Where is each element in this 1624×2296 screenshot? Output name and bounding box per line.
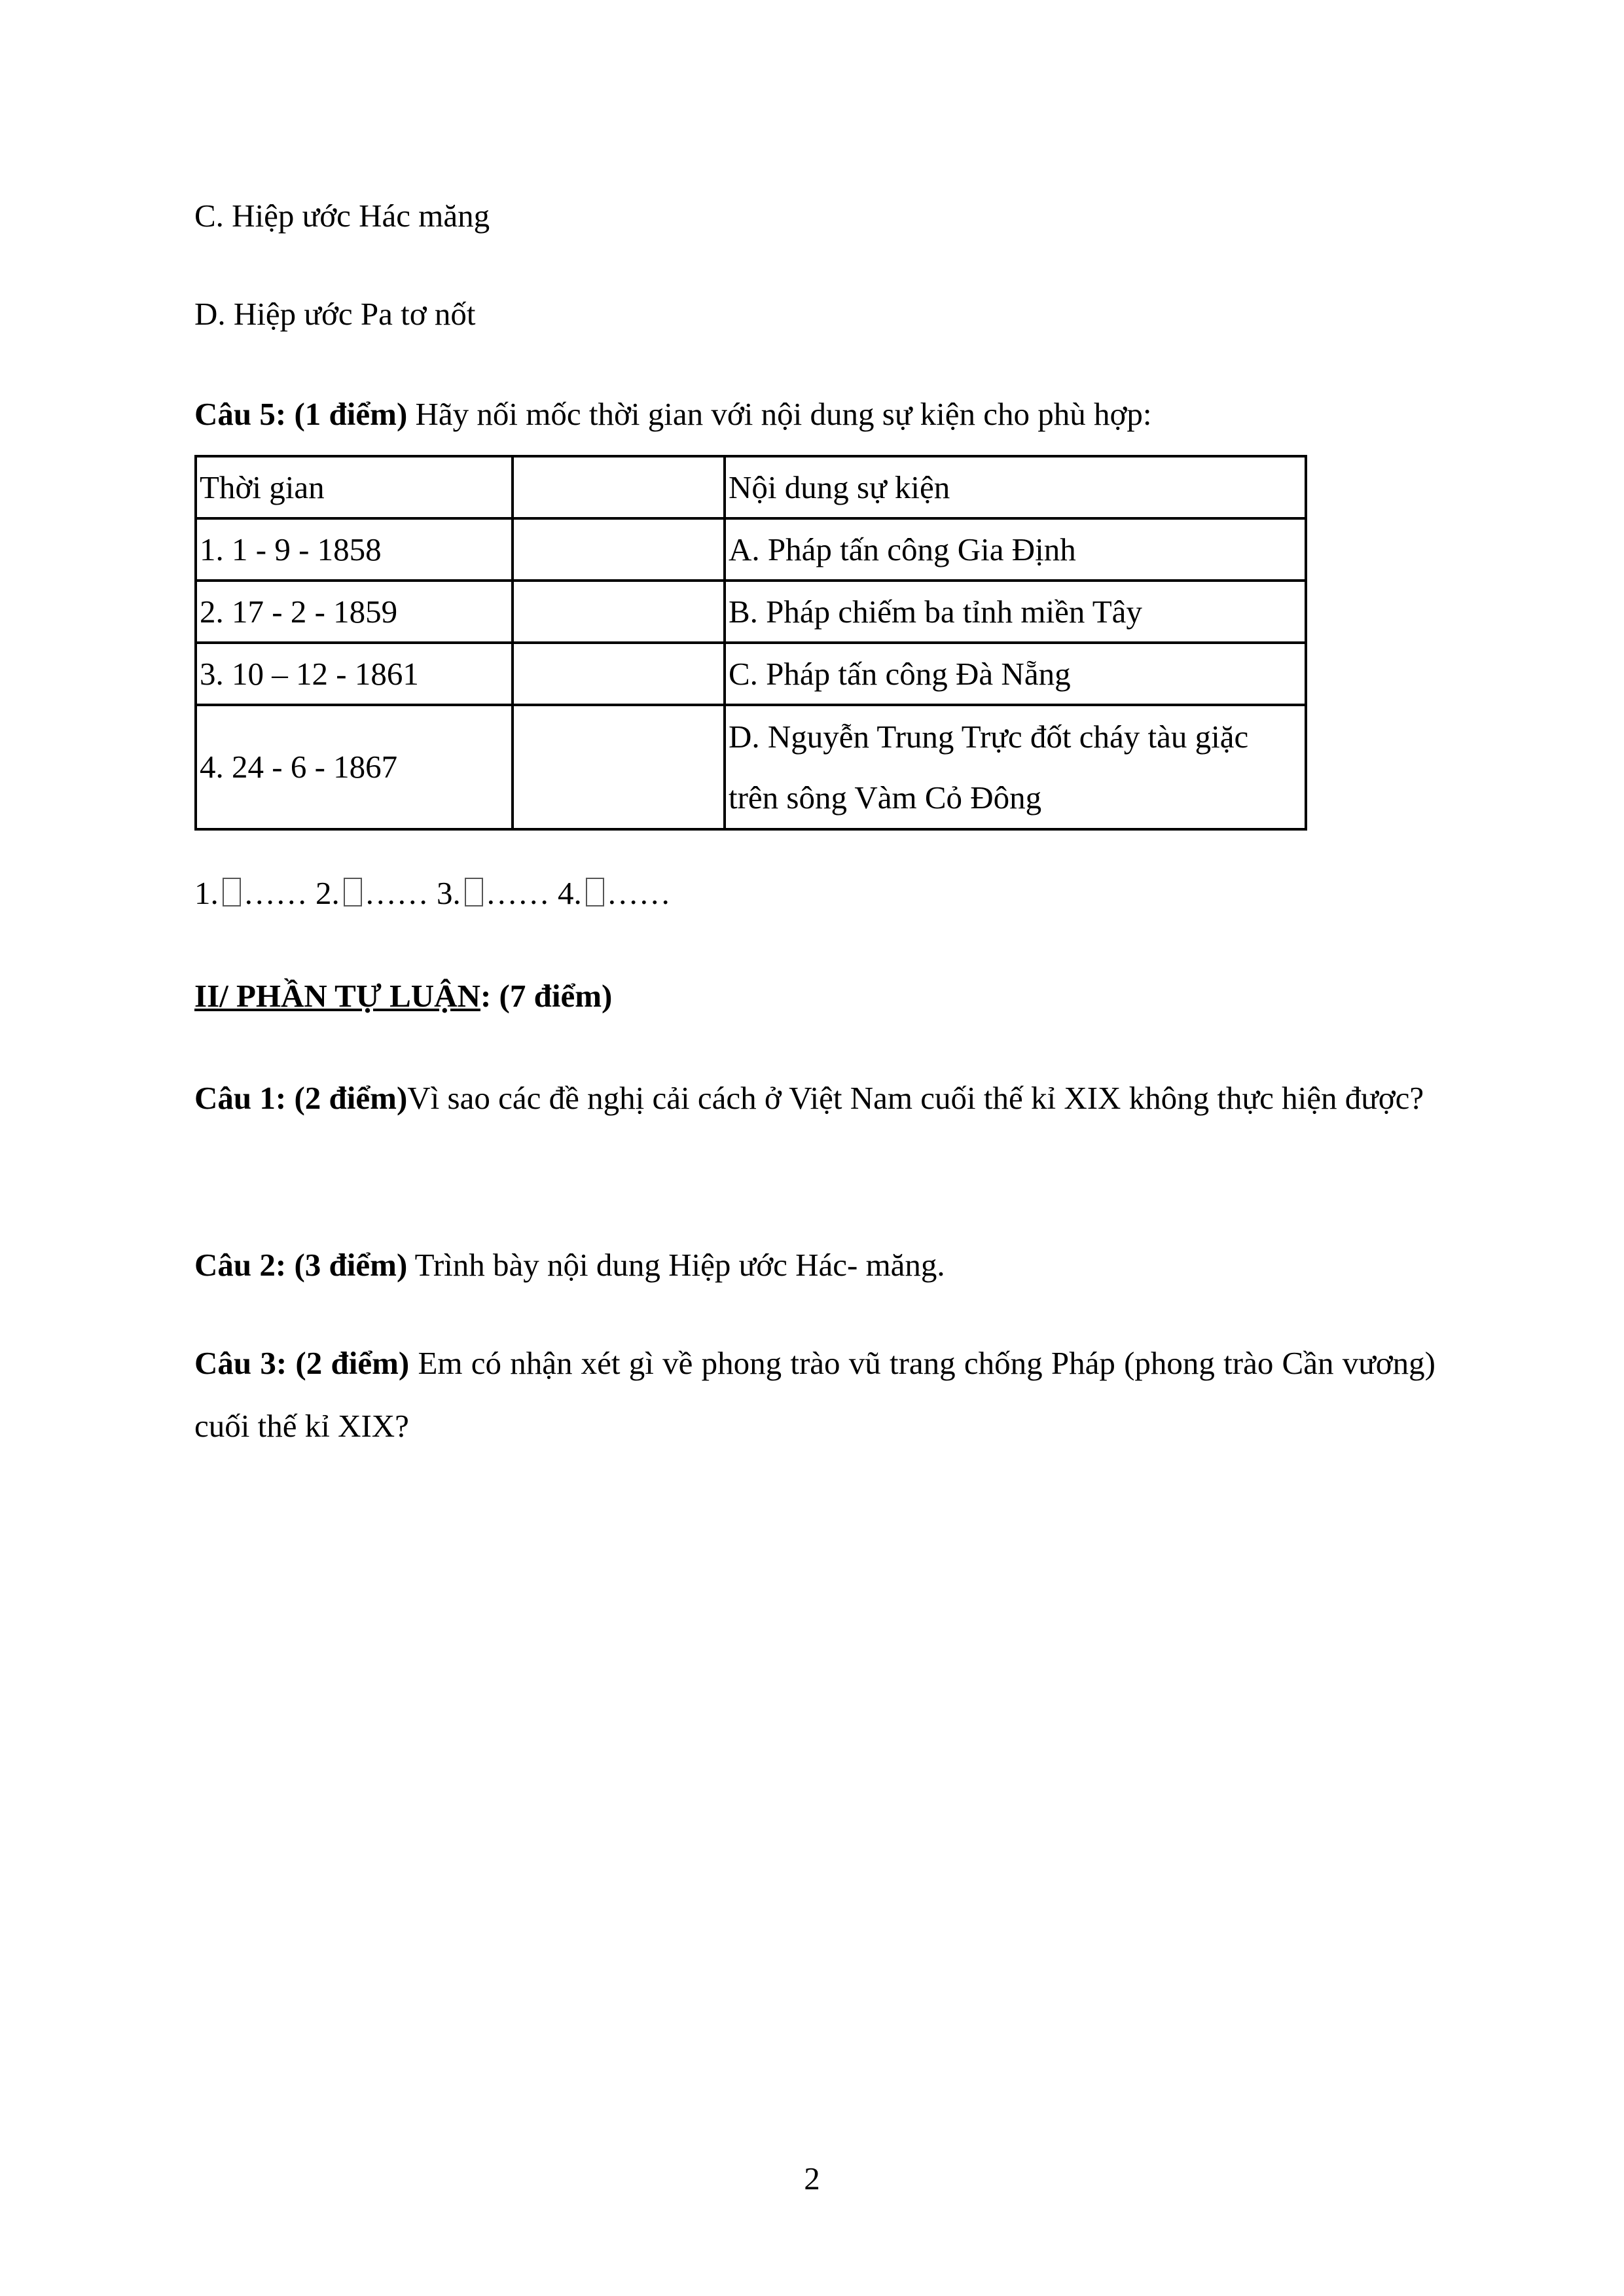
table-row xyxy=(196,518,1306,581)
blank-cell xyxy=(513,518,725,581)
answer-num-2: 2. xyxy=(316,875,340,911)
header-event: Nội dung sự kiện xyxy=(725,456,1306,518)
essay-q2-label: Câu 2: (3 điểm) xyxy=(194,1247,408,1283)
question-5 xyxy=(194,395,1152,434)
answer-line xyxy=(194,874,671,913)
event-cell xyxy=(725,705,1306,829)
time-cell: 2. 17 - 2 - 1859 xyxy=(196,581,513,643)
question-5-text: Hãy nối mốc thời gian với nội dung sự kiện cho phù hợp: xyxy=(407,396,1152,432)
answer-num-4: 4. xyxy=(558,875,582,911)
time-cell: 3. 10 – 12 - 1861 xyxy=(196,643,513,705)
answer-box-icon[interactable] xyxy=(586,878,604,906)
answer-box-icon[interactable] xyxy=(223,878,241,906)
page-number: 2 xyxy=(804,2161,820,2197)
section-2-heading xyxy=(194,977,612,1016)
section-2-title: II/ PHẦN TỰ LUẬN xyxy=(194,978,480,1014)
answer-blank-3: …… xyxy=(485,875,550,911)
answer-blank-1: …… xyxy=(243,875,308,911)
header-time: Thời gian xyxy=(196,456,513,518)
table-row xyxy=(196,643,1306,705)
essay-question-3 xyxy=(194,1332,1435,1458)
event-cell: B. Pháp chiếm ba tỉnh miền Tây xyxy=(725,581,1306,643)
answer-blank-2: …… xyxy=(364,875,429,911)
essay-q3-text: Em có nhận xét gì về phong trào vũ trang chống Pháp (phong trào Cần vương) cuối thế kỉ XIX? xyxy=(194,1345,1435,1444)
matching-table xyxy=(194,455,1307,831)
answer-num-3: 3. xyxy=(437,875,461,911)
essay-q1-text: Vì sao các đề nghị cải cách ở Việt Nam cuối thế kỉ XIX không thực hiện được? xyxy=(407,1080,1424,1116)
blank-cell xyxy=(513,643,725,705)
essay-q1-label: Câu 1: (2 điểm) xyxy=(194,1080,408,1116)
option-d: D. Hiệp ước Pa tơ nốt xyxy=(194,296,476,332)
essay-question-1 xyxy=(194,1067,1435,1130)
blank-cell xyxy=(513,705,725,829)
event-cell: A. Pháp tấn công Gia Định xyxy=(725,518,1306,581)
time-cell: 1. 1 - 9 - 1858 xyxy=(196,518,513,581)
table-row xyxy=(196,581,1306,643)
essay-question-2 xyxy=(194,1234,1435,1297)
essay-q2-text: Trình bày nội dung Hiệp ước Hác- măng. xyxy=(407,1247,945,1283)
essay-q3-label: Câu 3: (2 điểm) xyxy=(194,1345,410,1381)
header-blank xyxy=(513,456,725,518)
event-cell: C. Pháp tấn công Đà Nẵng xyxy=(725,643,1306,705)
option-c: C. Hiệp ước Hác măng xyxy=(194,198,490,234)
table-header-row xyxy=(196,456,1306,518)
answer-box-icon[interactable] xyxy=(344,878,362,906)
answer-box-icon[interactable] xyxy=(465,878,483,906)
section-2-score: : (7 điểm) xyxy=(480,978,613,1014)
answer-num-1: 1. xyxy=(194,875,219,911)
answer-blank-4: …… xyxy=(606,875,671,911)
table-row xyxy=(196,705,1306,829)
blank-cell xyxy=(513,581,725,643)
time-cell: 4. 24 - 6 - 1867 xyxy=(196,705,513,829)
question-5-label: Câu 5: (1 điểm) xyxy=(194,396,408,432)
event-cell-text: D. Nguyễn Trung Trực đốt cháy tàu giặc trên sông Vàm Cỏ Đông xyxy=(729,719,1249,816)
